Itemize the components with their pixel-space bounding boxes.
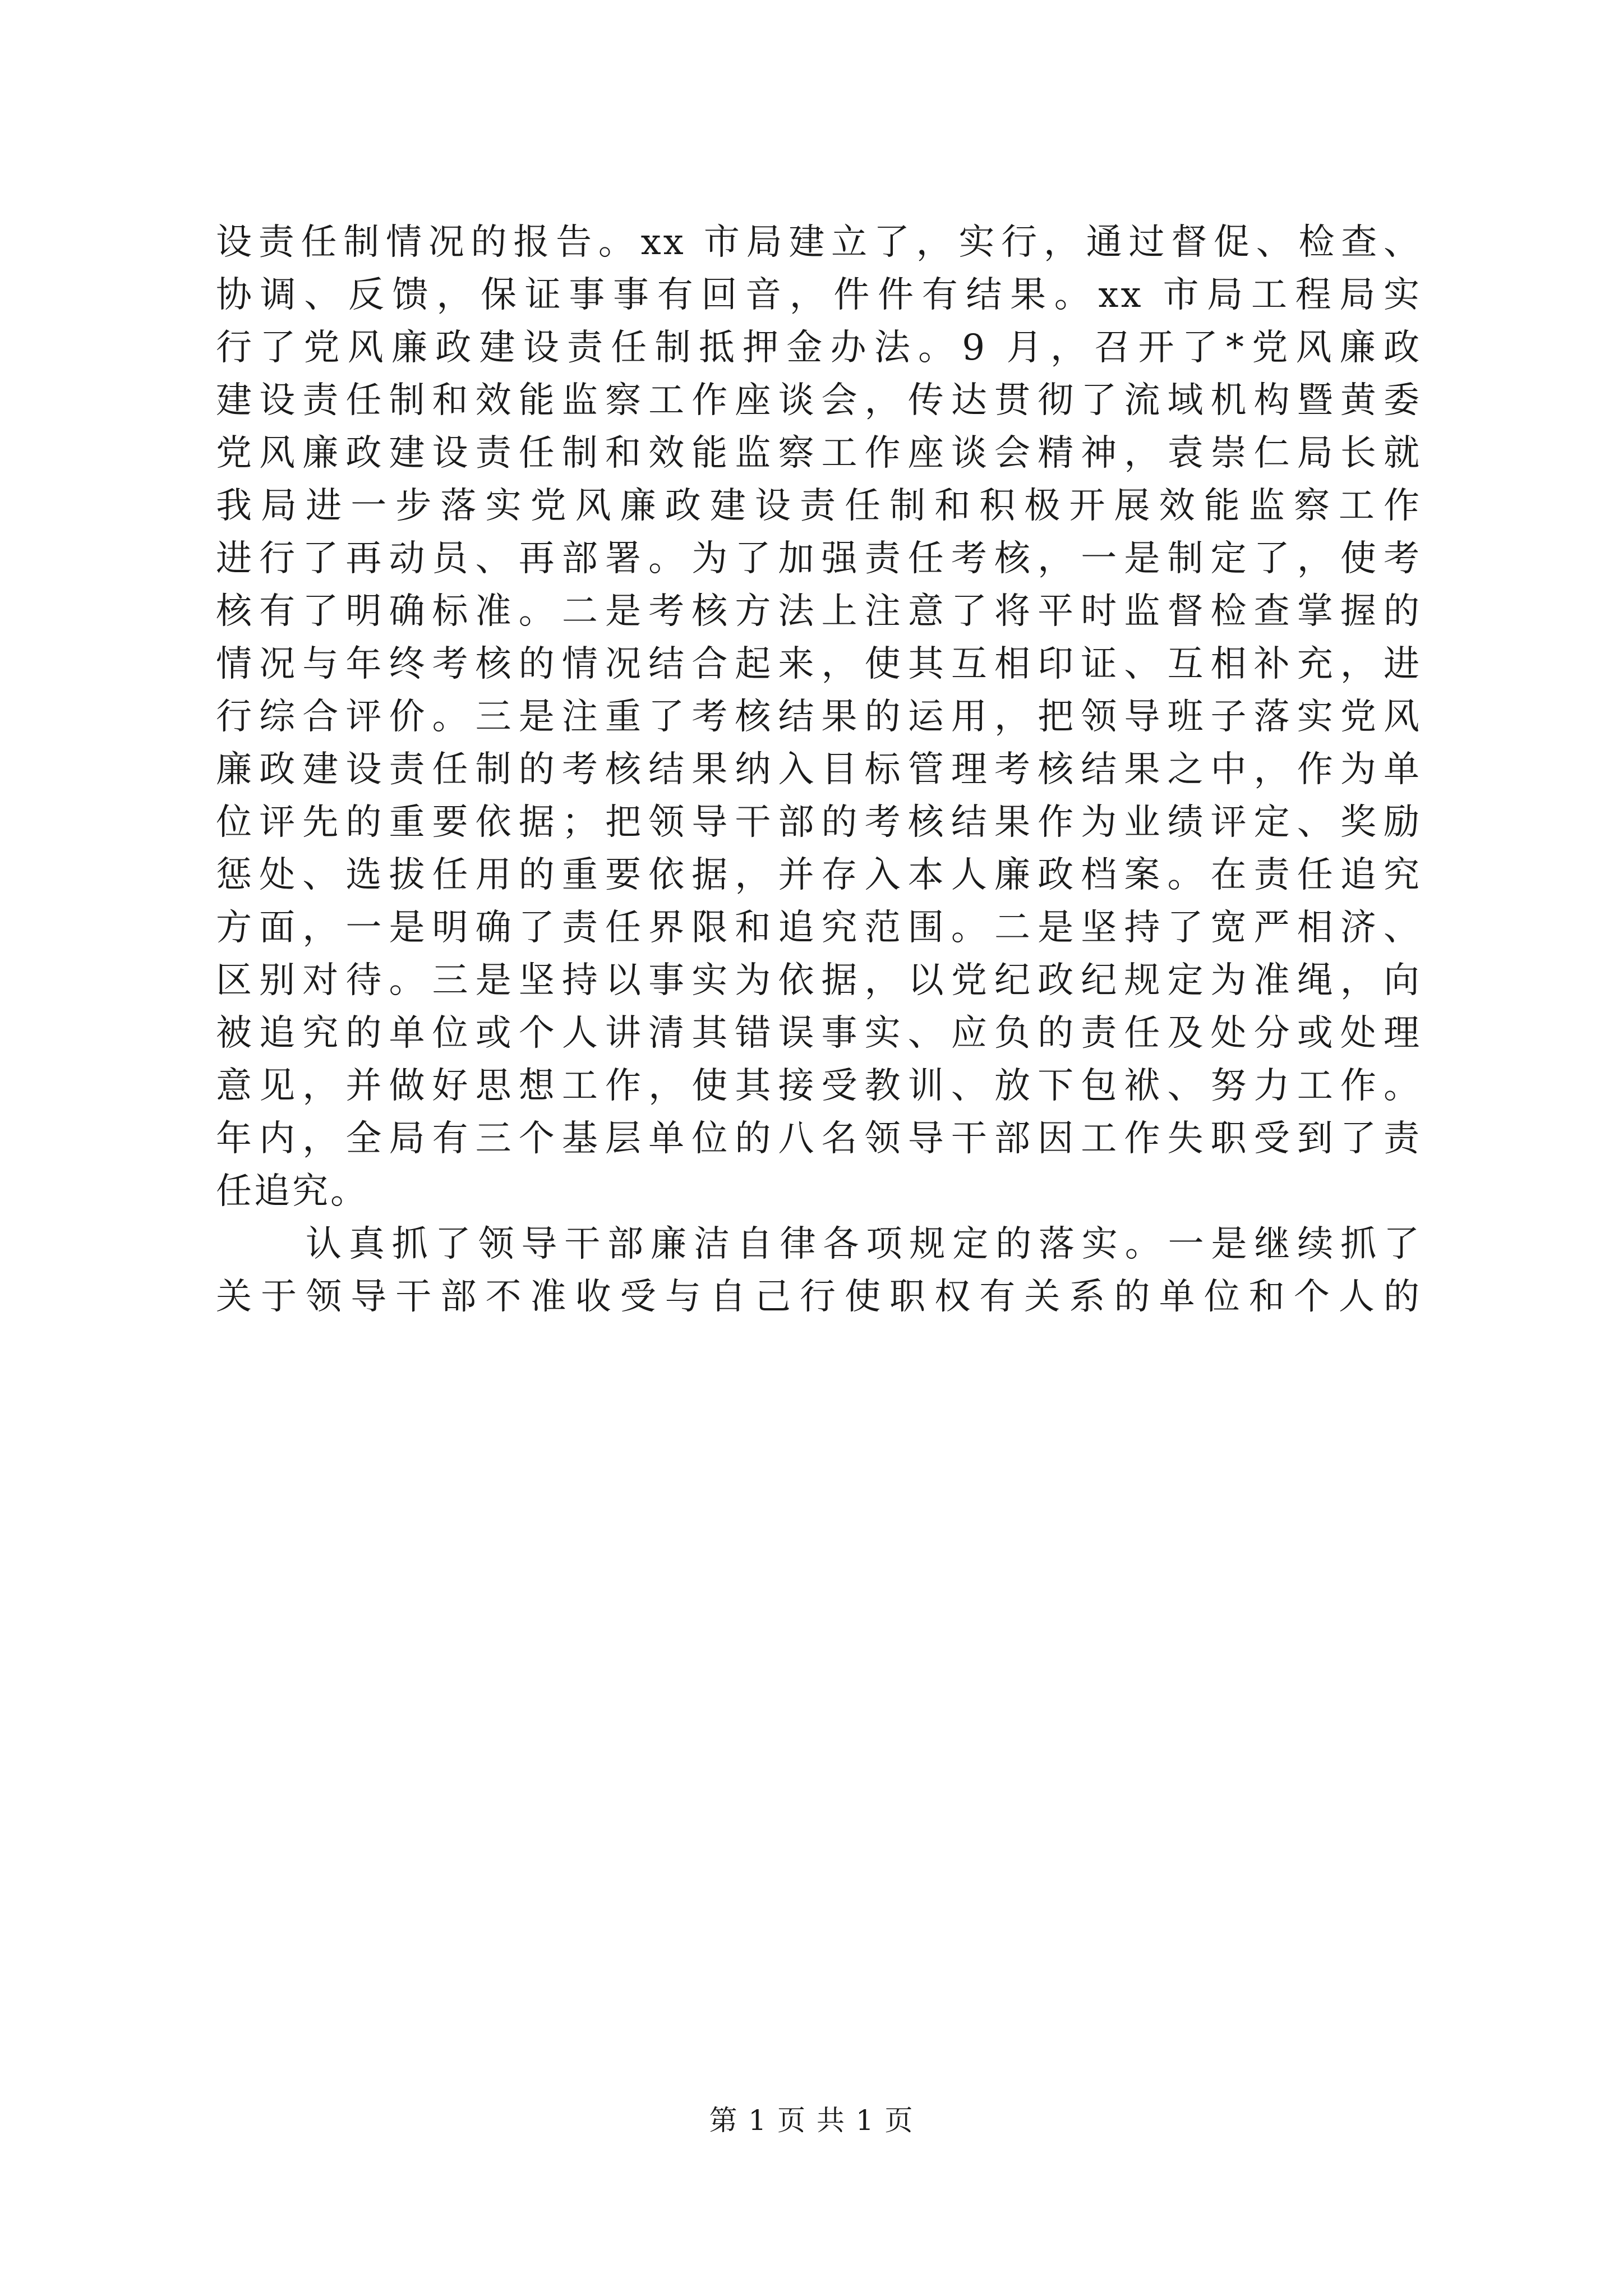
text-line: 协调、反馈，保证事事有回音，件件有结果。xx 市局工程局实 [216, 274, 1422, 316]
page-number-footer: 第 1 页 共 1 页 [709, 2104, 914, 2137]
text-line: 位评先的重要依据；把领导干部的考核结果作为业绩评定、奖励 [216, 802, 1422, 843]
text-line: 党风廉政建设责任制和效能监察工作座谈会精神，袁崇仁局长就 [216, 432, 1422, 474]
text-line: 区别对待。三是坚持以事实为依据，以党纪政纪规定为准绳，向 [216, 960, 1422, 1001]
text-line: 方面，一是明确了责任界限和追究范围。二是坚持了宽严相济、 [216, 907, 1422, 949]
text-line: 情况与年终考核的情况结合起来，使其互相印证、互相补充，进 [216, 643, 1422, 685]
text-line: 核有了明确标准。二是考核方法上注意了将平时监督检查掌握的 [216, 591, 1422, 632]
text-line: 行了党风廉政建设责任制抵押金办法。9 月，召开了*党风廉政 [216, 327, 1422, 369]
text-line: 进行了再动员、再部署。为了加强责任考核，一是制定了，使考 [216, 538, 1422, 579]
paragraph-start-line: 认真抓了领导干部廉洁自律各项规定的落实。一是继续抓了 [306, 1223, 1422, 1265]
text-line: 惩处、选拔任用的重要依据，并存入本人廉政档案。在责任追究 [216, 854, 1422, 896]
text-line: 关于领导干部不准收受与自己行使职权有关系的单位和个人的 [216, 1276, 1422, 1318]
text-line: 年内，全局有三个基层单位的八名领导干部因工作失职受到了责 [216, 1118, 1422, 1159]
text-line: 我局进一步落实党风廉政建设责任制和积极开展效能监察工作 [216, 485, 1422, 527]
text-line: 廉政建设责任制的考核结果纳入目标管理考核结果之中，作为单 [216, 749, 1422, 790]
text-line: 建设责任制和效能监察工作座谈会，传达贯彻了流域机构暨黄委 [216, 380, 1422, 421]
text-line: 设责任制情况的报告。xx 市局建立了，实行，通过督促、检查、 [216, 222, 1422, 263]
paragraph-end-line: 任追究。 [216, 1171, 368, 1212]
text-line: 行综合评价。三是注重了考核结果的运用，把领导班子落实党风 [216, 696, 1422, 738]
text-line: 被追究的单位或个人讲清其错误事实、应负的责任及处分或处理 [216, 1013, 1422, 1054]
text-line: 意见，并做好思想工作，使其接受教训、放下包袱、努力工作。 [216, 1065, 1422, 1107]
document-body [216, 216, 1422, 1323]
